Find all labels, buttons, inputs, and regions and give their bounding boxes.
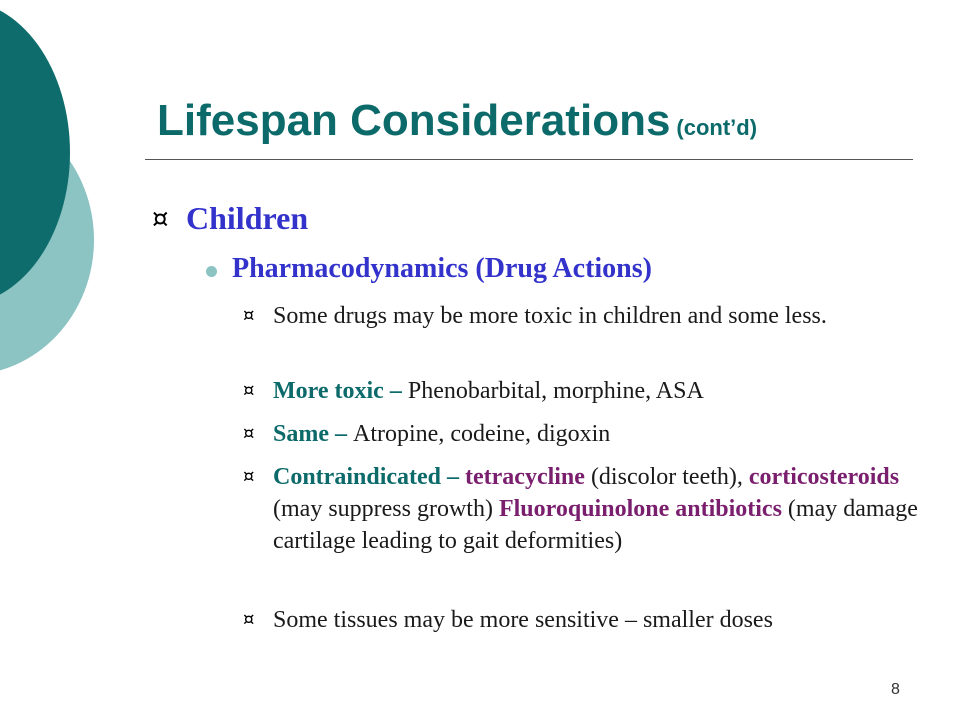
item-label: More toxic –: [273, 378, 408, 404]
bullet-marker-icon: ¤: [152, 204, 169, 234]
list-item: [243, 604, 923, 636]
drug-effect: (may damage cartilage leading to gait deformities): [273, 496, 918, 554]
list-item: [243, 375, 923, 407]
drug-name: corticosteroids: [748, 464, 900, 490]
drug-name: tetracycline: [465, 464, 585, 490]
bullet-marker-icon: ¤: [243, 423, 255, 444]
drug-name: Fluoroquinolone antibiotics: [498, 496, 782, 522]
slide-title: [157, 96, 757, 146]
bullet-dot-icon: [206, 266, 217, 277]
bullet-marker-icon: ¤: [243, 305, 255, 326]
item-label: Same –: [273, 421, 353, 447]
item-label: Contraindicated –: [273, 464, 465, 490]
bullet-pharmacodynamics-text: Pharmacodynamics (Drug Actions): [232, 253, 652, 284]
item-text: Atropine, codeine, digoxin: [353, 421, 611, 447]
title-divider: [145, 159, 913, 160]
bullet-children: [152, 200, 308, 237]
drug-effect: (may suppress growth): [273, 496, 499, 522]
bullet-marker-icon: ¤: [243, 609, 255, 630]
item-text: Some drugs may be more toxic in children and some less.: [273, 303, 827, 329]
bullet-marker-icon: ¤: [243, 466, 255, 487]
drug-effect: (discolor teeth),: [584, 464, 749, 490]
list-item: [243, 418, 923, 450]
page-number: 8: [891, 681, 900, 698]
item-text: Some tissues may be more sensitive – smaller doses: [273, 607, 773, 633]
slide-title-suffix: (cont’d): [676, 115, 758, 140]
bullet-pharmacodynamics: [232, 253, 652, 285]
item-text: Phenobarbital, morphine, ASA: [407, 378, 704, 404]
bullet-children-text: Children: [186, 200, 309, 236]
list-item: [243, 300, 923, 332]
slide-title-text: Lifespan Considerations: [157, 96, 671, 145]
list-item: [243, 461, 923, 557]
bullet-marker-icon: ¤: [243, 380, 255, 401]
